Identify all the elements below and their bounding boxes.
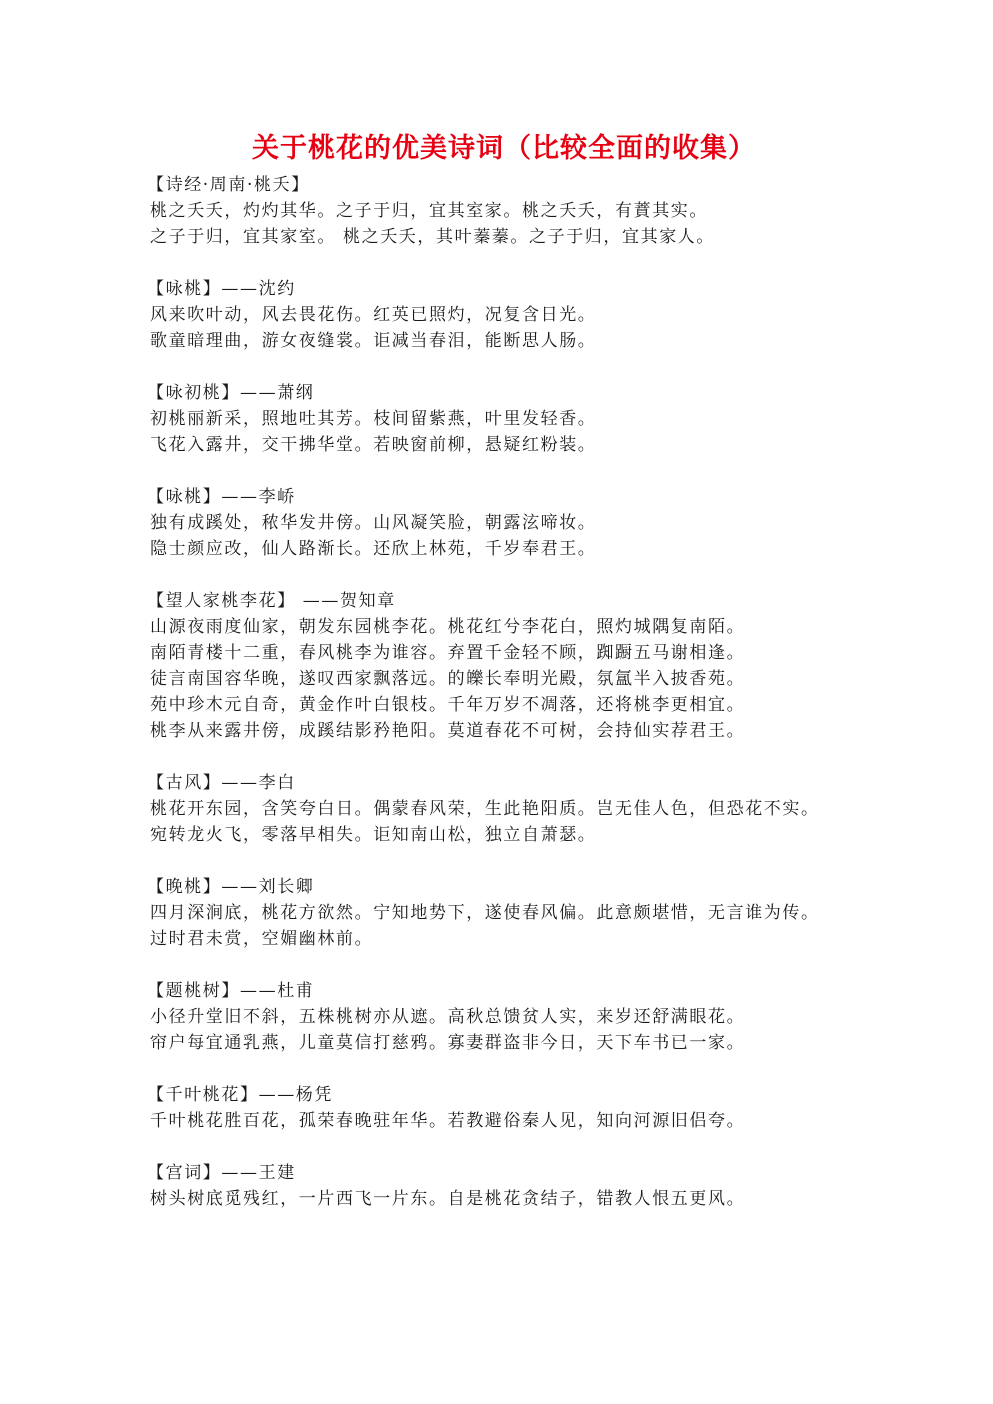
poem-line: 苑中珍木元自奇，黄金作叶白银枝。千年万岁不凋落，还将桃李更相宜。 xyxy=(150,695,746,715)
poem-line: 桃李从来露井傍，成蹊结影矜艳阳。莫道春花不可树，会持仙实荐君王。 xyxy=(150,721,746,741)
poem-line: 过时君未赏，空媚幽林前。 xyxy=(150,929,374,949)
poem-heading: 【望人家桃李花】 ——贺知章 xyxy=(147,591,396,611)
poem-section xyxy=(147,1160,840,1212)
poem-heading: 【咏初桃】——萧纲 xyxy=(147,383,315,403)
poem-line: 南陌青楼十二重，春风桃李为谁容。弃置千金轻不顾，踟蹰五马谢相逢。 xyxy=(150,643,746,663)
poem-section xyxy=(147,770,840,848)
poem-heading: 【宫词】——王建 xyxy=(147,1163,296,1183)
document-title: 关于桃花的优美诗词（比较全面的收集） xyxy=(252,133,756,164)
poem-line: 千叶桃花胜百花，孤荣春晚驻年华。若教避俗秦人见，知向河源旧侣夸。 xyxy=(150,1111,746,1131)
poem-heading: 【千叶桃花】——杨凭 xyxy=(147,1085,333,1105)
poem-section xyxy=(147,276,840,354)
poem-line: 小径升堂旧不斜，五株桃树亦从遮。高秋总馈贫人实，来岁还舒满眼花。 xyxy=(150,1007,746,1027)
poem-line: 风来吹叶动，风去畏花伤。红英已照灼，况复含日光。 xyxy=(150,305,597,325)
poem-line: 桃之夭夭，灼灼其华。之子于归，宜其室家。桃之夭夭，有蕡其实。 xyxy=(150,201,708,221)
poem-line: 桃花开东园，含笑夸白日。偶蒙春风荣，生此艳阳质。岂无佳人色，但恐花不实。 xyxy=(150,799,820,819)
poem-line: 帘户每宜通乳燕，儿童莫信打慈鸦。寡妻群盗非今日，天下车书已一家。 xyxy=(150,1033,746,1053)
poem-line: 之子于归，宜其家室。 桃之夭夭，其叶蓁蓁。之子于归，宜其家人。 xyxy=(150,227,716,247)
poem-section xyxy=(147,1082,840,1134)
poem-heading: 【咏桃】——李峤 xyxy=(147,487,296,507)
poem-line: 山源夜雨度仙家，朝发东园桃李花。桃花红兮李花白，照灼城隅复南陌。 xyxy=(150,617,746,637)
poem-heading: 【诗经·周南·桃夭】 xyxy=(147,175,310,195)
poem-line: 四月深涧底，桃花方欲然。宁知地势下，遂使春风偏。此意颇堪惜，无言谁为传。 xyxy=(150,903,820,923)
poem-list xyxy=(147,172,840,1212)
poem-heading: 【晚桃】——刘长卿 xyxy=(147,877,315,897)
poem-line: 歌童暗理曲，游女夜缝裳。讵减当春泪，能断思人肠。 xyxy=(150,331,597,351)
poem-line: 初桃丽新采，照地吐其芳。枝间留紫燕，叶里发轻香。 xyxy=(150,409,597,429)
poem-line: 飞花入露井，交干拂华堂。若映窗前柳，悬疑红粉装。 xyxy=(150,435,597,455)
poem-section xyxy=(147,484,840,562)
poem-line: 宛转龙火飞，零落早相失。讵知南山松，独立自萧瑟。 xyxy=(150,825,597,845)
poem-section xyxy=(147,588,840,744)
poem-heading: 【咏桃】——沈约 xyxy=(147,279,296,299)
document-page xyxy=(147,128,840,1212)
poem-heading: 【题桃树】——杜甫 xyxy=(147,981,315,1001)
poem-line: 徒言南国容华晚，遂叹西家飘落远。的皪长奉明光殿，氛氲半入披香苑。 xyxy=(150,669,746,689)
poem-heading: 【古风】——李白 xyxy=(147,773,296,793)
poem-line: 独有成蹊处，秾华发井傍。山风凝笑脸，朝露泫啼妆。 xyxy=(150,513,597,533)
poem-section xyxy=(147,380,840,458)
poem-section xyxy=(147,874,840,952)
poem-section xyxy=(147,172,840,250)
poem-section xyxy=(147,978,840,1056)
poem-line: 隐士颜应改，仙人路渐长。还欣上林苑，千岁奉君王。 xyxy=(150,539,597,559)
poem-line: 树头树底觅残红，一片西飞一片东。自是桃花贪结子，错教人恨五更风。 xyxy=(150,1189,746,1209)
